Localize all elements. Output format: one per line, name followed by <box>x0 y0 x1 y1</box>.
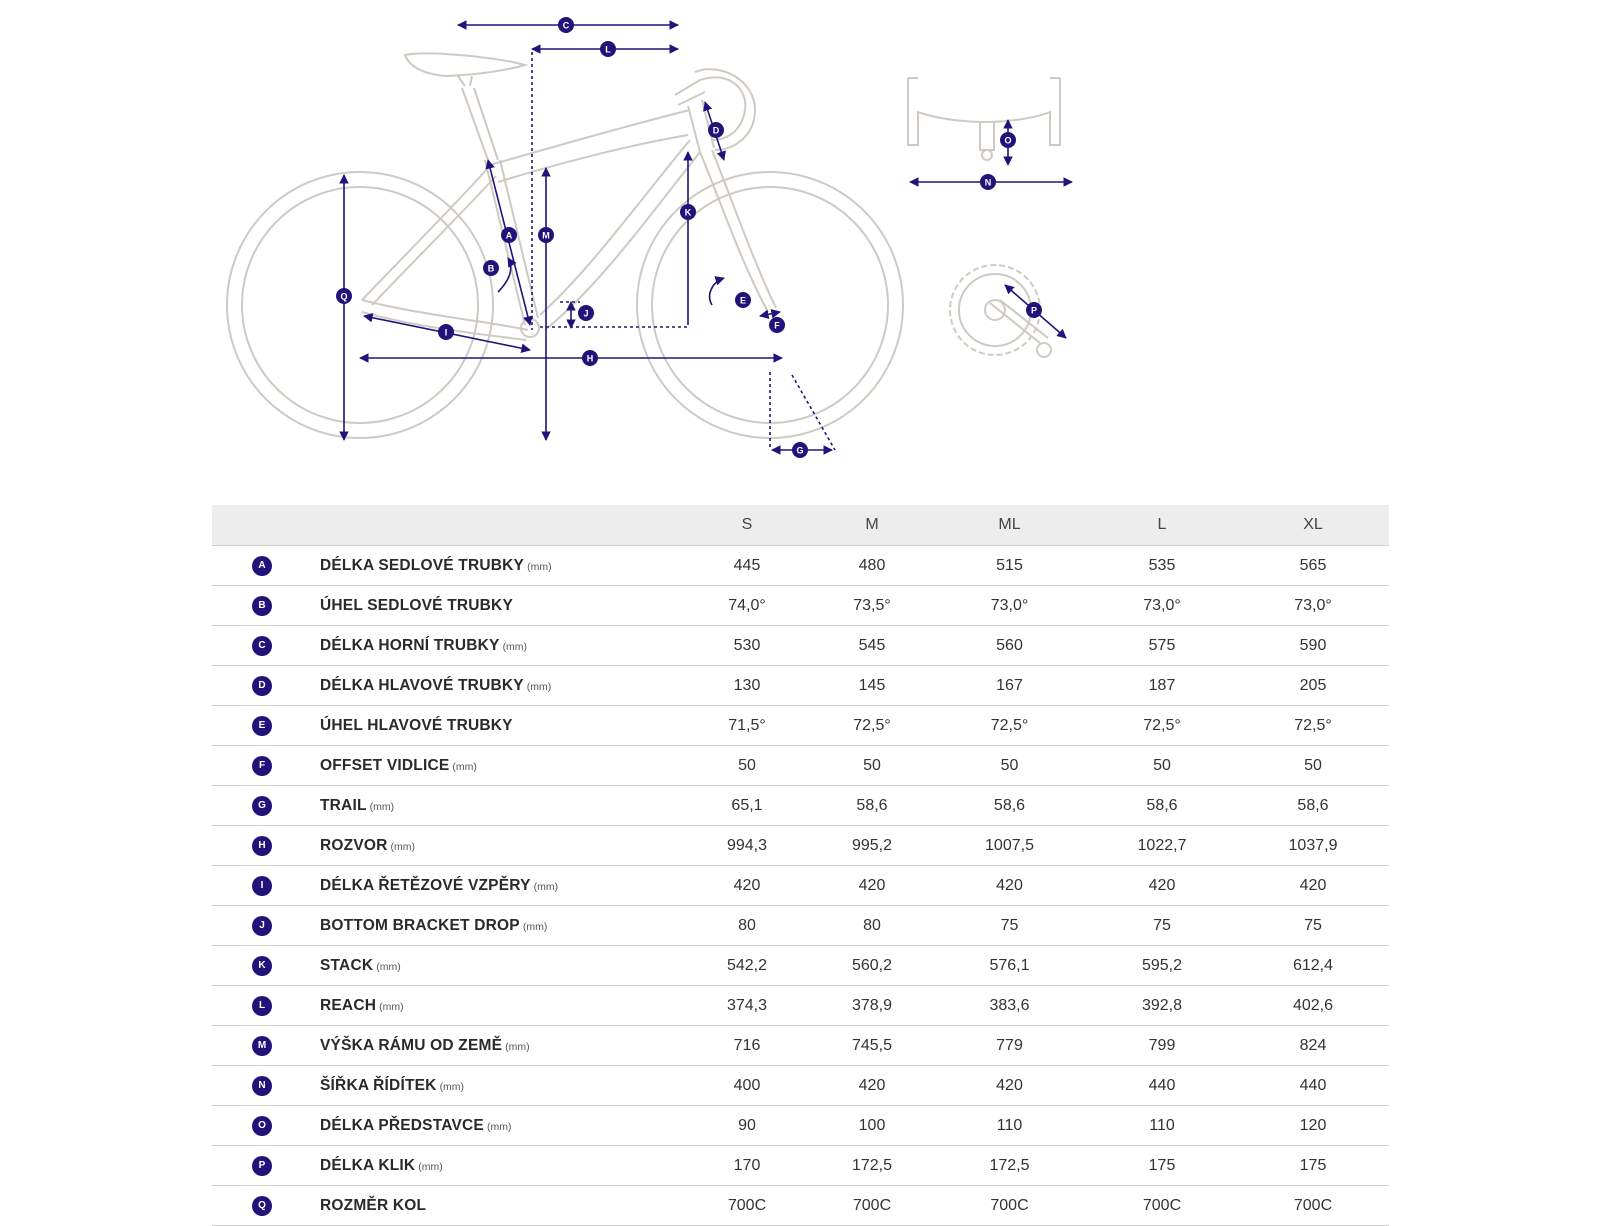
row-key-badge: D <box>252 676 272 696</box>
row-badge-cell <box>212 986 312 1026</box>
svg-text:J: J <box>583 308 589 319</box>
row-badge-cell <box>212 1026 312 1066</box>
row-label-cell <box>312 626 682 666</box>
table-row <box>212 946 1389 986</box>
svg-text:I: I <box>444 327 448 338</box>
badge-F <box>769 317 785 333</box>
row-badge-cell <box>212 786 312 826</box>
row-badge-cell <box>212 826 312 866</box>
value-cell: 575 <box>1087 626 1237 666</box>
badge-G <box>792 442 808 458</box>
table-row <box>212 826 1389 866</box>
row-key-badge: E <box>252 716 272 736</box>
value-cell: 73,5° <box>812 586 932 626</box>
value-cell: 1007,5 <box>932 826 1087 866</box>
value-cell: 779 <box>932 1026 1087 1066</box>
value-cell: 100 <box>812 1106 932 1146</box>
table-row <box>212 1146 1389 1186</box>
badge-J <box>578 305 594 321</box>
value-cell: 90 <box>682 1106 812 1146</box>
value-cell: 378,9 <box>812 986 932 1026</box>
header-size: L <box>1087 505 1237 546</box>
value-cell: 402,6 <box>1237 986 1389 1026</box>
row-label: DÉLKA ŘETĚZOVÉ VZPĚRY <box>320 876 531 894</box>
badge-B <box>483 260 499 276</box>
value-cell: 515 <box>932 546 1087 586</box>
dimension-lines <box>344 25 1072 450</box>
header-size: ML <box>932 505 1087 546</box>
value-cell: 145 <box>812 666 932 706</box>
top-tube <box>490 110 690 182</box>
value-cell: 175 <box>1087 1146 1237 1186</box>
row-key-badge: F <box>252 756 272 776</box>
value-cell: 383,6 <box>932 986 1087 1026</box>
geometry-diagram <box>0 0 1600 470</box>
value-cell: 545 <box>812 626 932 666</box>
row-label-cell <box>312 586 682 626</box>
table-row <box>212 1186 1389 1226</box>
value-cell: 175 <box>1237 1146 1389 1186</box>
svg-text:Q: Q <box>340 291 348 302</box>
value-cell: 595,2 <box>1087 946 1237 986</box>
geometry-table <box>212 505 1389 1226</box>
value-cell: 58,6 <box>812 786 932 826</box>
row-unit: (mm) <box>502 640 528 653</box>
value-cell: 58,6 <box>932 786 1087 826</box>
value-cell: 576,1 <box>932 946 1087 986</box>
value-cell: 480 <box>812 546 932 586</box>
row-badge-cell <box>212 1146 312 1186</box>
row-key-badge: J <box>252 916 272 936</box>
row-label: BOTTOM BRACKET DROP <box>320 916 520 934</box>
row-key-badge: B <box>252 596 272 616</box>
table-header-row <box>212 505 1389 546</box>
row-key-badge: A <box>252 556 272 576</box>
value-cell: 530 <box>682 626 812 666</box>
value-cell: 50 <box>932 746 1087 786</box>
row-key-badge: C <box>252 636 272 656</box>
row-key-badge: L <box>252 996 272 1016</box>
value-cell: 824 <box>1237 1026 1389 1066</box>
table-row <box>212 746 1389 786</box>
value-cell: 71,5° <box>682 706 812 746</box>
value-cell: 420 <box>932 1066 1087 1106</box>
row-label-cell <box>312 666 682 706</box>
value-cell: 58,6 <box>1237 786 1389 826</box>
svg-text:H: H <box>586 353 594 364</box>
badge-O-front <box>1000 132 1016 148</box>
value-cell: 700C <box>1087 1186 1237 1226</box>
value-cell: 565 <box>1237 546 1389 586</box>
value-cell: 172,5 <box>812 1146 932 1186</box>
value-cell: 110 <box>1087 1106 1237 1146</box>
value-cell: 700C <box>932 1186 1087 1226</box>
bike-frame <box>227 53 1060 438</box>
table-row <box>212 866 1389 906</box>
value-cell: 400 <box>682 1066 812 1106</box>
value-cell: 73,0° <box>1237 586 1389 626</box>
row-label: ÚHEL HLAVOVÉ TRUBKY <box>320 716 513 734</box>
table-row <box>212 626 1389 666</box>
value-cell: 73,0° <box>932 586 1087 626</box>
value-cell: 420 <box>1237 866 1389 906</box>
badge-D <box>708 122 724 138</box>
row-unit: (mm) <box>418 1160 443 1173</box>
handlebar-front <box>908 78 1060 145</box>
row-key-badge: N <box>252 1076 272 1096</box>
value-cell: 73,0° <box>1087 586 1237 626</box>
badge-P <box>1026 302 1042 318</box>
row-label-cell <box>312 706 682 746</box>
value-cell: 420 <box>932 866 1087 906</box>
value-cell: 542,2 <box>682 946 812 986</box>
row-label-cell <box>312 1146 682 1186</box>
row-label: TRAIL <box>320 796 367 814</box>
bike-drawing <box>0 0 1600 470</box>
value-cell: 560 <box>932 626 1087 666</box>
svg-text:G: G <box>796 445 804 456</box>
value-cell: 612,4 <box>1237 946 1389 986</box>
row-unit: (mm) <box>527 560 552 573</box>
value-cell: 420 <box>812 866 932 906</box>
value-cell: 110 <box>932 1106 1087 1146</box>
value-cell: 75 <box>1237 906 1389 946</box>
value-cell: 745,5 <box>812 1026 932 1066</box>
row-label-cell <box>312 906 682 946</box>
value-cell: 716 <box>682 1026 812 1066</box>
row-badge-cell <box>212 906 312 946</box>
value-cell: 535 <box>1087 546 1237 586</box>
value-cell: 995,2 <box>812 826 932 866</box>
row-label: DÉLKA HORNÍ TRUBKY <box>320 636 500 654</box>
table-row <box>212 786 1389 826</box>
row-label-cell <box>312 746 682 786</box>
value-cell: 700C <box>812 1186 932 1226</box>
table-row <box>212 706 1389 746</box>
row-key-badge: Q <box>252 1196 272 1216</box>
row-label: ŠÍŘKA ŘÍDÍTEK <box>320 1076 437 1094</box>
row-badge-cell <box>212 546 312 586</box>
row-label-cell <box>312 866 682 906</box>
row-key-badge: I <box>252 876 272 896</box>
value-cell: 700C <box>1237 1186 1389 1226</box>
svg-text:M: M <box>542 230 550 241</box>
badge-Q <box>336 288 352 304</box>
value-cell: 440 <box>1087 1066 1237 1106</box>
row-badge-cell <box>212 1106 312 1146</box>
bottom-bracket <box>521 319 539 337</box>
value-cell: 590 <box>1237 626 1389 666</box>
row-unit: (mm) <box>439 1080 465 1093</box>
row-badge-cell <box>212 666 312 706</box>
row-badge-cell <box>212 746 312 786</box>
saddle <box>405 53 525 76</box>
row-unit: (mm) <box>376 960 401 973</box>
row-label: ROZMĚR KOL <box>320 1196 427 1214</box>
value-cell: 170 <box>682 1146 812 1186</box>
row-label: ROZVOR <box>320 836 388 854</box>
value-cell: 80 <box>682 906 812 946</box>
svg-text:N: N <box>984 177 992 188</box>
badge-C <box>558 17 574 33</box>
row-label-cell <box>312 786 682 826</box>
row-unit: (mm) <box>369 800 395 813</box>
value-cell: 74,0° <box>682 586 812 626</box>
row-label-cell <box>312 826 682 866</box>
row-key-badge: P <box>252 1156 272 1176</box>
value-cell: 420 <box>682 866 812 906</box>
badge-M <box>538 227 554 243</box>
value-cell: 420 <box>1087 866 1237 906</box>
value-cell: 1022,7 <box>1087 826 1237 866</box>
table-row <box>212 1066 1389 1106</box>
value-cell: 172,5 <box>932 1146 1087 1186</box>
stem <box>675 80 705 105</box>
table-row <box>212 986 1389 1026</box>
value-cell: 700C <box>682 1186 812 1226</box>
table-row <box>212 1106 1389 1146</box>
badge-I <box>438 324 454 340</box>
row-badge-cell <box>212 706 312 746</box>
row-unit: (mm) <box>533 880 559 893</box>
svg-text:F: F <box>774 320 780 331</box>
table-row <box>212 906 1389 946</box>
value-cell: 392,8 <box>1087 986 1237 1026</box>
value-cell: 120 <box>1237 1106 1389 1146</box>
value-cell: 167 <box>932 666 1087 706</box>
value-cell: 420 <box>812 1066 932 1106</box>
row-label: OFFSET VIDLICE <box>320 756 450 774</box>
svg-text:P: P <box>1030 305 1038 316</box>
svg-text:D: D <box>712 125 720 136</box>
value-cell: 72,5° <box>1237 706 1389 746</box>
row-label: REACH <box>320 996 377 1014</box>
value-cell: 560,2 <box>812 946 932 986</box>
svg-text:K: K <box>684 207 692 218</box>
badge-N <box>980 174 996 190</box>
value-cell: 799 <box>1087 1026 1237 1066</box>
row-badge-cell <box>212 946 312 986</box>
row-unit: (mm) <box>522 920 548 933</box>
value-cell: 445 <box>682 546 812 586</box>
table-row <box>212 666 1389 706</box>
row-label-cell <box>312 1026 682 1066</box>
row-unit: (mm) <box>379 1000 404 1013</box>
row-label-cell <box>312 1186 682 1226</box>
table-row <box>212 546 1389 586</box>
value-cell: 72,5° <box>812 706 932 746</box>
header-size: S <box>682 505 812 546</box>
table-row <box>212 1026 1389 1066</box>
value-cell: 80 <box>812 906 932 946</box>
row-label-cell <box>312 546 682 586</box>
row-badge-cell <box>212 866 312 906</box>
row-key-badge: O <box>252 1116 272 1136</box>
row-label: ÚHEL SEDLOVÉ TRUBKY <box>320 596 513 614</box>
row-label: DÉLKA KLIK <box>320 1156 416 1174</box>
row-unit: (mm) <box>505 1040 530 1053</box>
row-unit: (mm) <box>486 1120 512 1133</box>
value-cell: 75 <box>1087 906 1237 946</box>
row-label: STACK <box>320 956 374 974</box>
svg-text:L: L <box>605 44 611 55</box>
row-key-badge: M <box>252 1036 272 1056</box>
row-label-cell <box>312 1106 682 1146</box>
row-badge-cell <box>212 586 312 626</box>
row-label: DÉLKA HLAVOVÉ TRUBKY <box>320 676 524 694</box>
svg-text:C: C <box>562 20 570 31</box>
row-unit: (mm) <box>452 760 477 773</box>
value-cell: 72,5° <box>932 706 1087 746</box>
row-badge-cell <box>212 1186 312 1226</box>
badge-L <box>600 41 616 57</box>
header-blank <box>212 505 312 546</box>
svg-text:B: B <box>487 263 495 274</box>
value-cell: 58,6 <box>1087 786 1237 826</box>
value-cell: 50 <box>1087 746 1237 786</box>
value-cell: 187 <box>1087 666 1237 706</box>
value-cell: 994,3 <box>682 826 812 866</box>
svg-text:A: A <box>505 230 513 241</box>
row-key-badge: K <box>252 956 272 976</box>
row-label: VÝŠKA RÁMU OD ZEMĚ <box>320 1036 503 1054</box>
row-key-badge: G <box>252 796 272 816</box>
value-cell: 205 <box>1237 666 1389 706</box>
row-badge-cell <box>212 626 312 666</box>
value-cell: 65,1 <box>682 786 812 826</box>
row-label-cell <box>312 1066 682 1106</box>
value-cell: 374,3 <box>682 986 812 1026</box>
header-size: XL <box>1237 505 1389 546</box>
row-label-cell <box>312 986 682 1026</box>
badge-A <box>501 227 517 243</box>
row-label-cell <box>312 946 682 986</box>
svg-text:E: E <box>739 295 747 306</box>
badge-K <box>680 204 696 220</box>
value-cell: 50 <box>1237 746 1389 786</box>
value-cell: 1037,9 <box>1237 826 1389 866</box>
value-cell: 72,5° <box>1087 706 1237 746</box>
table-row <box>212 586 1389 626</box>
seat-post <box>462 88 498 160</box>
value-cell: 130 <box>682 666 812 706</box>
value-cell: 440 <box>1237 1066 1389 1106</box>
row-label: DÉLKA SEDLOVÉ TRUBKY <box>320 556 525 574</box>
value-cell: 50 <box>812 746 932 786</box>
header-size: M <box>812 505 932 546</box>
row-unit: (mm) <box>526 680 552 693</box>
rear-wheel <box>227 172 493 438</box>
row-badge-cell <box>212 1066 312 1106</box>
badge-H <box>582 350 598 366</box>
row-unit: (mm) <box>390 840 416 853</box>
svg-text:O: O <box>1004 135 1012 146</box>
header-blank <box>312 505 682 546</box>
badge-E <box>735 292 751 308</box>
row-label: DÉLKA PŘEDSTAVCE <box>320 1116 484 1134</box>
value-cell: 50 <box>682 746 812 786</box>
table-body <box>212 546 1389 1226</box>
row-key-badge: H <box>252 836 272 856</box>
value-cell: 75 <box>932 906 1087 946</box>
